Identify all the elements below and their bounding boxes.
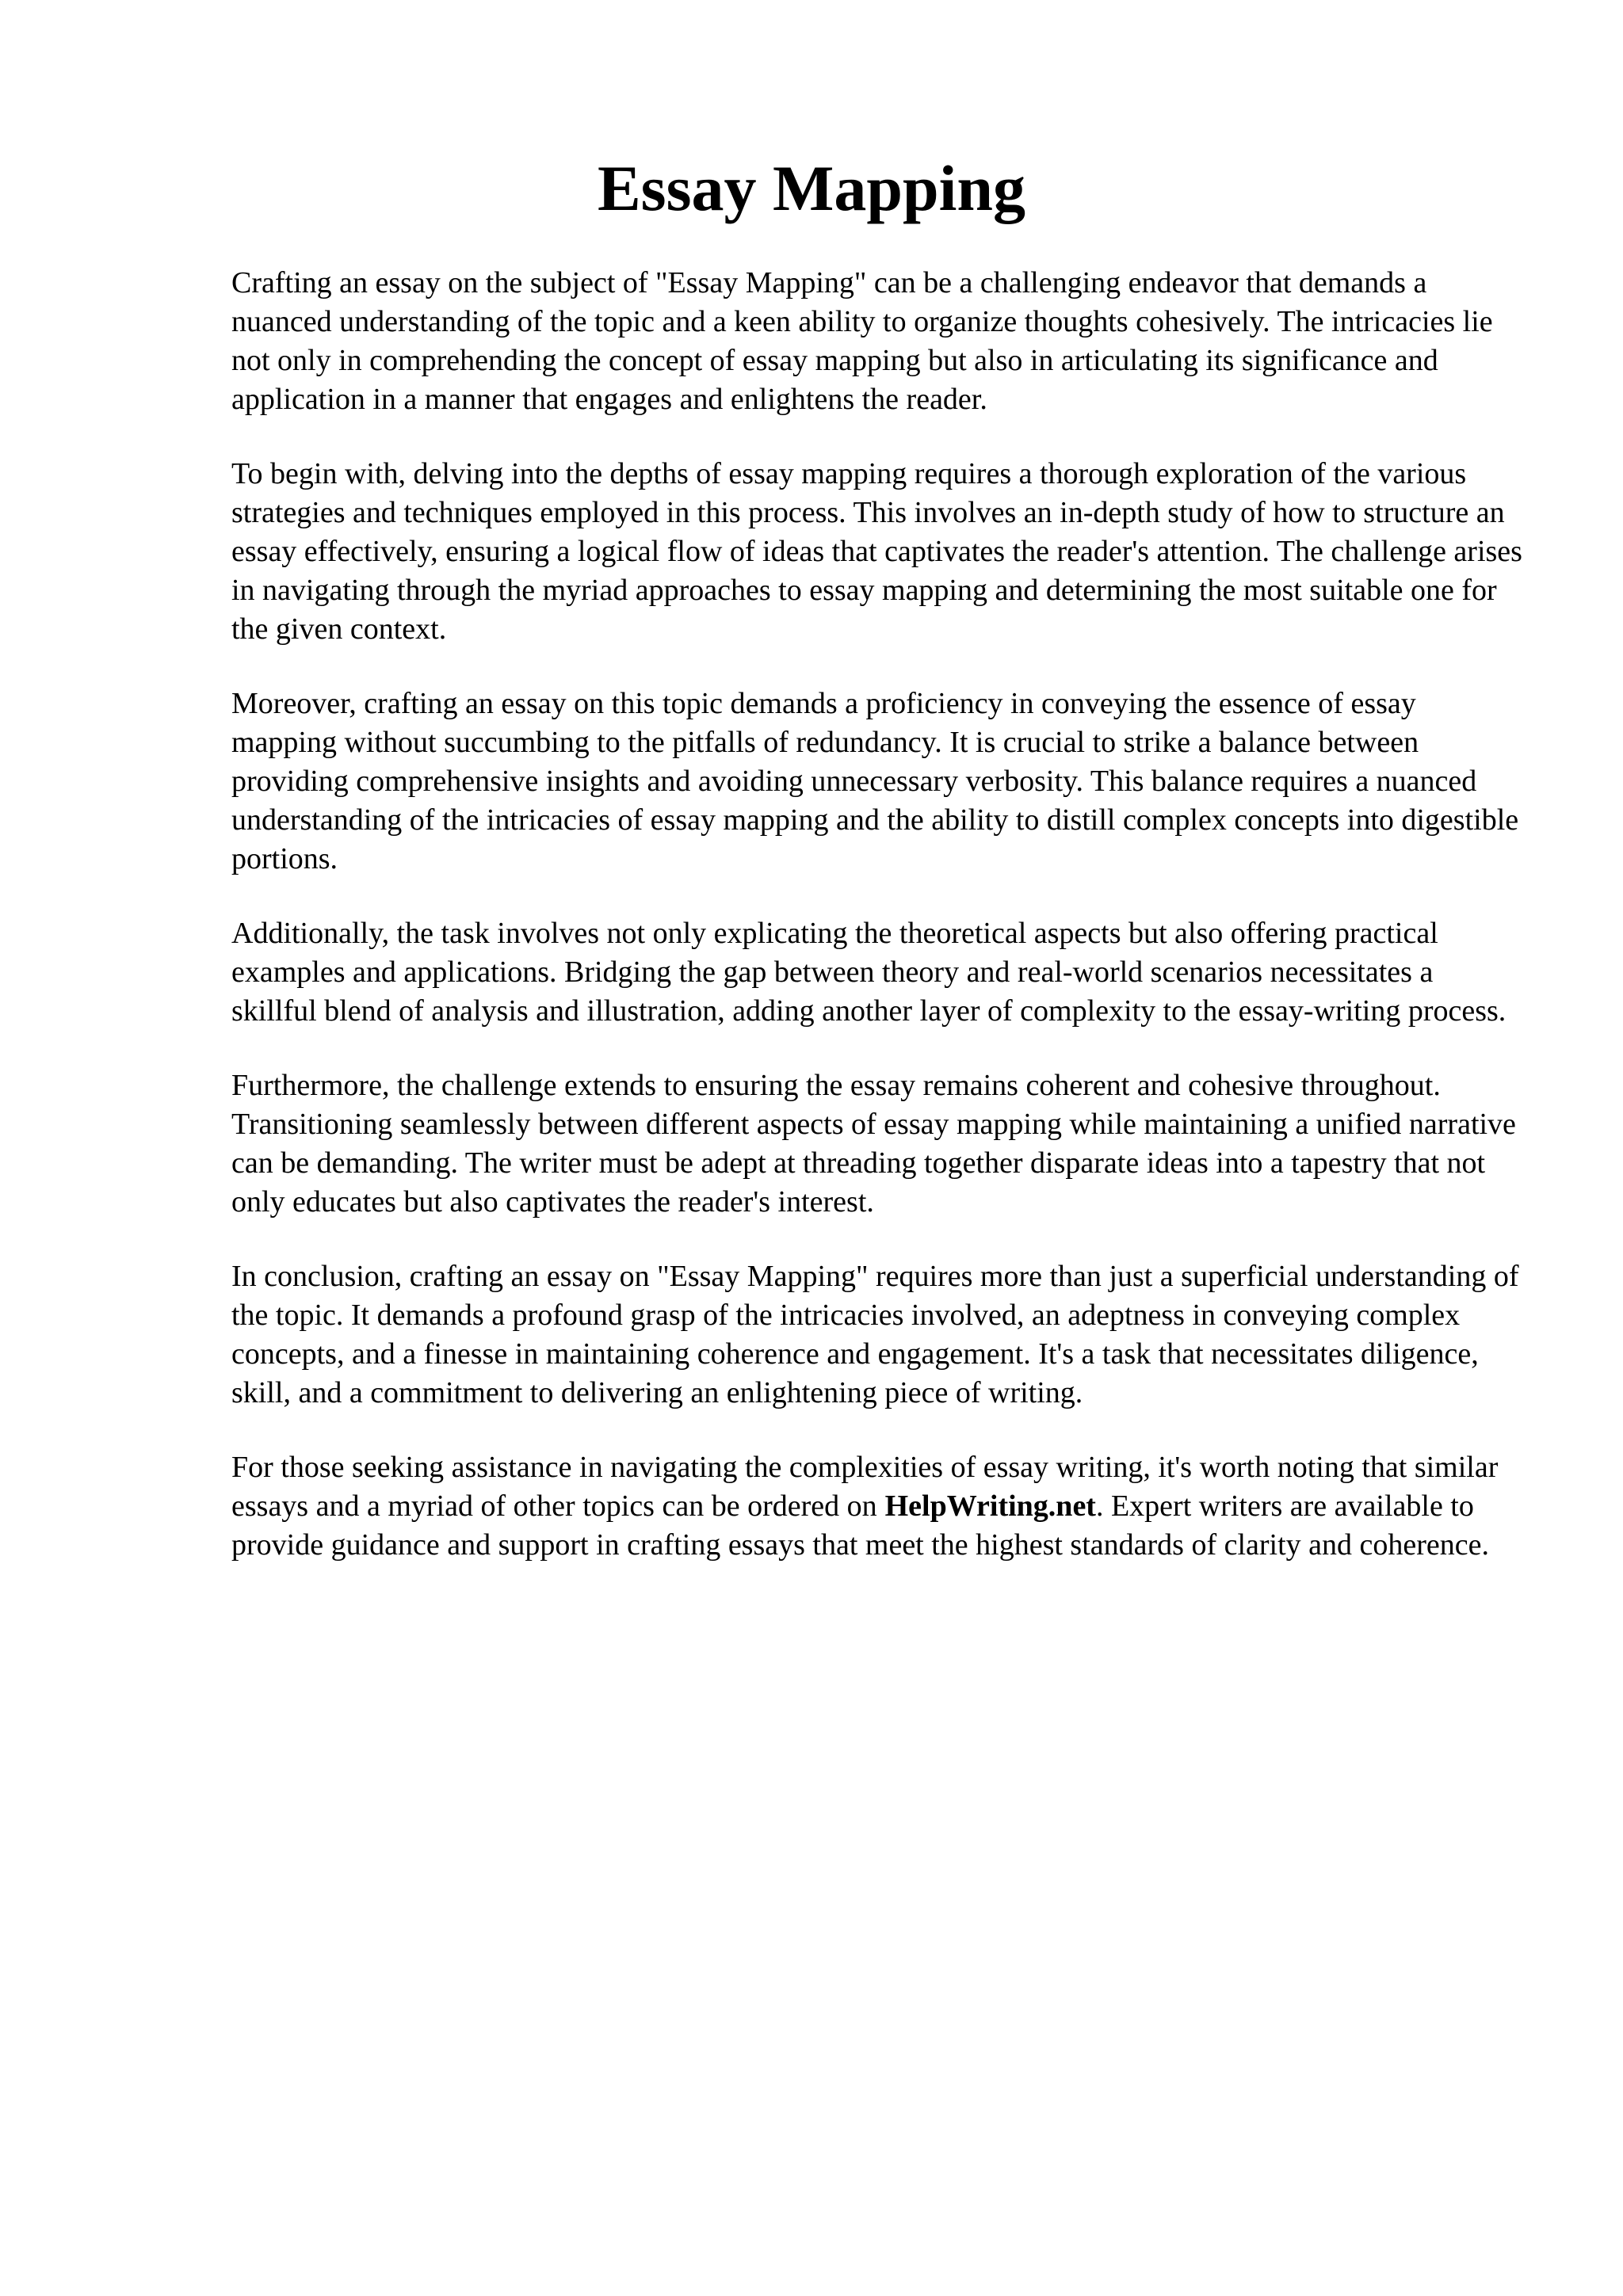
closing-text-before: For those seeking assistance in navigating the complexities of essay writing, it's worth noting that similar essays and a myriad of other topics can be ordered on: [231, 1451, 1499, 1523]
document-body: [231, 264, 1523, 1600]
document-title: Essay Mapping: [597, 152, 1025, 224]
paragraph-closing: [231, 1448, 1523, 1565]
paragraph-strategies: To begin with, delving into the depths of essay mapping requires a thorough exploration of the various strategies and techniques employed in this process. This involves an in-depth study of how to structure an essay effectively, ensuring a logical flow of ideas that captivates the reader's attention. The challenge arises in navigating through the myriad approaches to essay mapping and determining the most suitable one for the given context.: [231, 457, 1522, 646]
paragraph-coherence: Furthermore, the challenge extends to ensuring the essay remains coherent and cohesive throughout. Transitioning seamlessly between different aspects of essay mapping while maintaining a unified narrative can be demanding. The writer must be adept at threading together disparate ideas into a tapestry that not only educates but also captivates the reader's interest.: [231, 1069, 1516, 1219]
closing-text-after: . Expert writers are available to provide guidance and support in crafting essays that meet the highest standards of clarity and coherence.: [231, 1489, 1490, 1562]
brand-name: HelpWriting.net: [884, 1489, 1096, 1523]
paragraph-redundancy: Moreover, crafting an essay on this topic demands a proficiency in conveying the essence of essay mapping without succumbing to the pitfalls of redundancy. It is crucial to strike a balance between providing comprehensive insights and avoiding unnecessary verbosity. This balance requires a nuanced understanding of the intricacies of essay mapping and the ability to distill complex concepts into digestible portions.: [231, 687, 1519, 875]
paragraph-conclusion: In conclusion, crafting an essay on "Essay Mapping" requires more than just a superficial understanding of the topic. It demands a profound grasp of the intricacies involved, an adeptness in conveying complex concepts, and a finesse in maintaining coherence and engagement. It's a task that necessitates diligence, skill, and a commitment to delivering an enlightening piece of writing.: [231, 1260, 1519, 1409]
paragraph-intro: Crafting an essay on the subject of "Essay Mapping" can be a challenging endeavor that demands a nuanced understanding of the topic and a keen ability to organize thoughts cohesively. The intricacies lie not only in comprehending the concept of essay mapping but also in articulating its significance and application in a manner that engages and enlightens the reader.: [231, 266, 1493, 416]
paragraph-examples: Additionally, the task involves not only explicating the theoretical aspects but also offering practical examples and applications. Bridging the gap between theory and real-world scenarios necessitates a skillful blend of analysis and illustration, adding another layer of complexity to the essay-writing process.: [231, 917, 1507, 1028]
